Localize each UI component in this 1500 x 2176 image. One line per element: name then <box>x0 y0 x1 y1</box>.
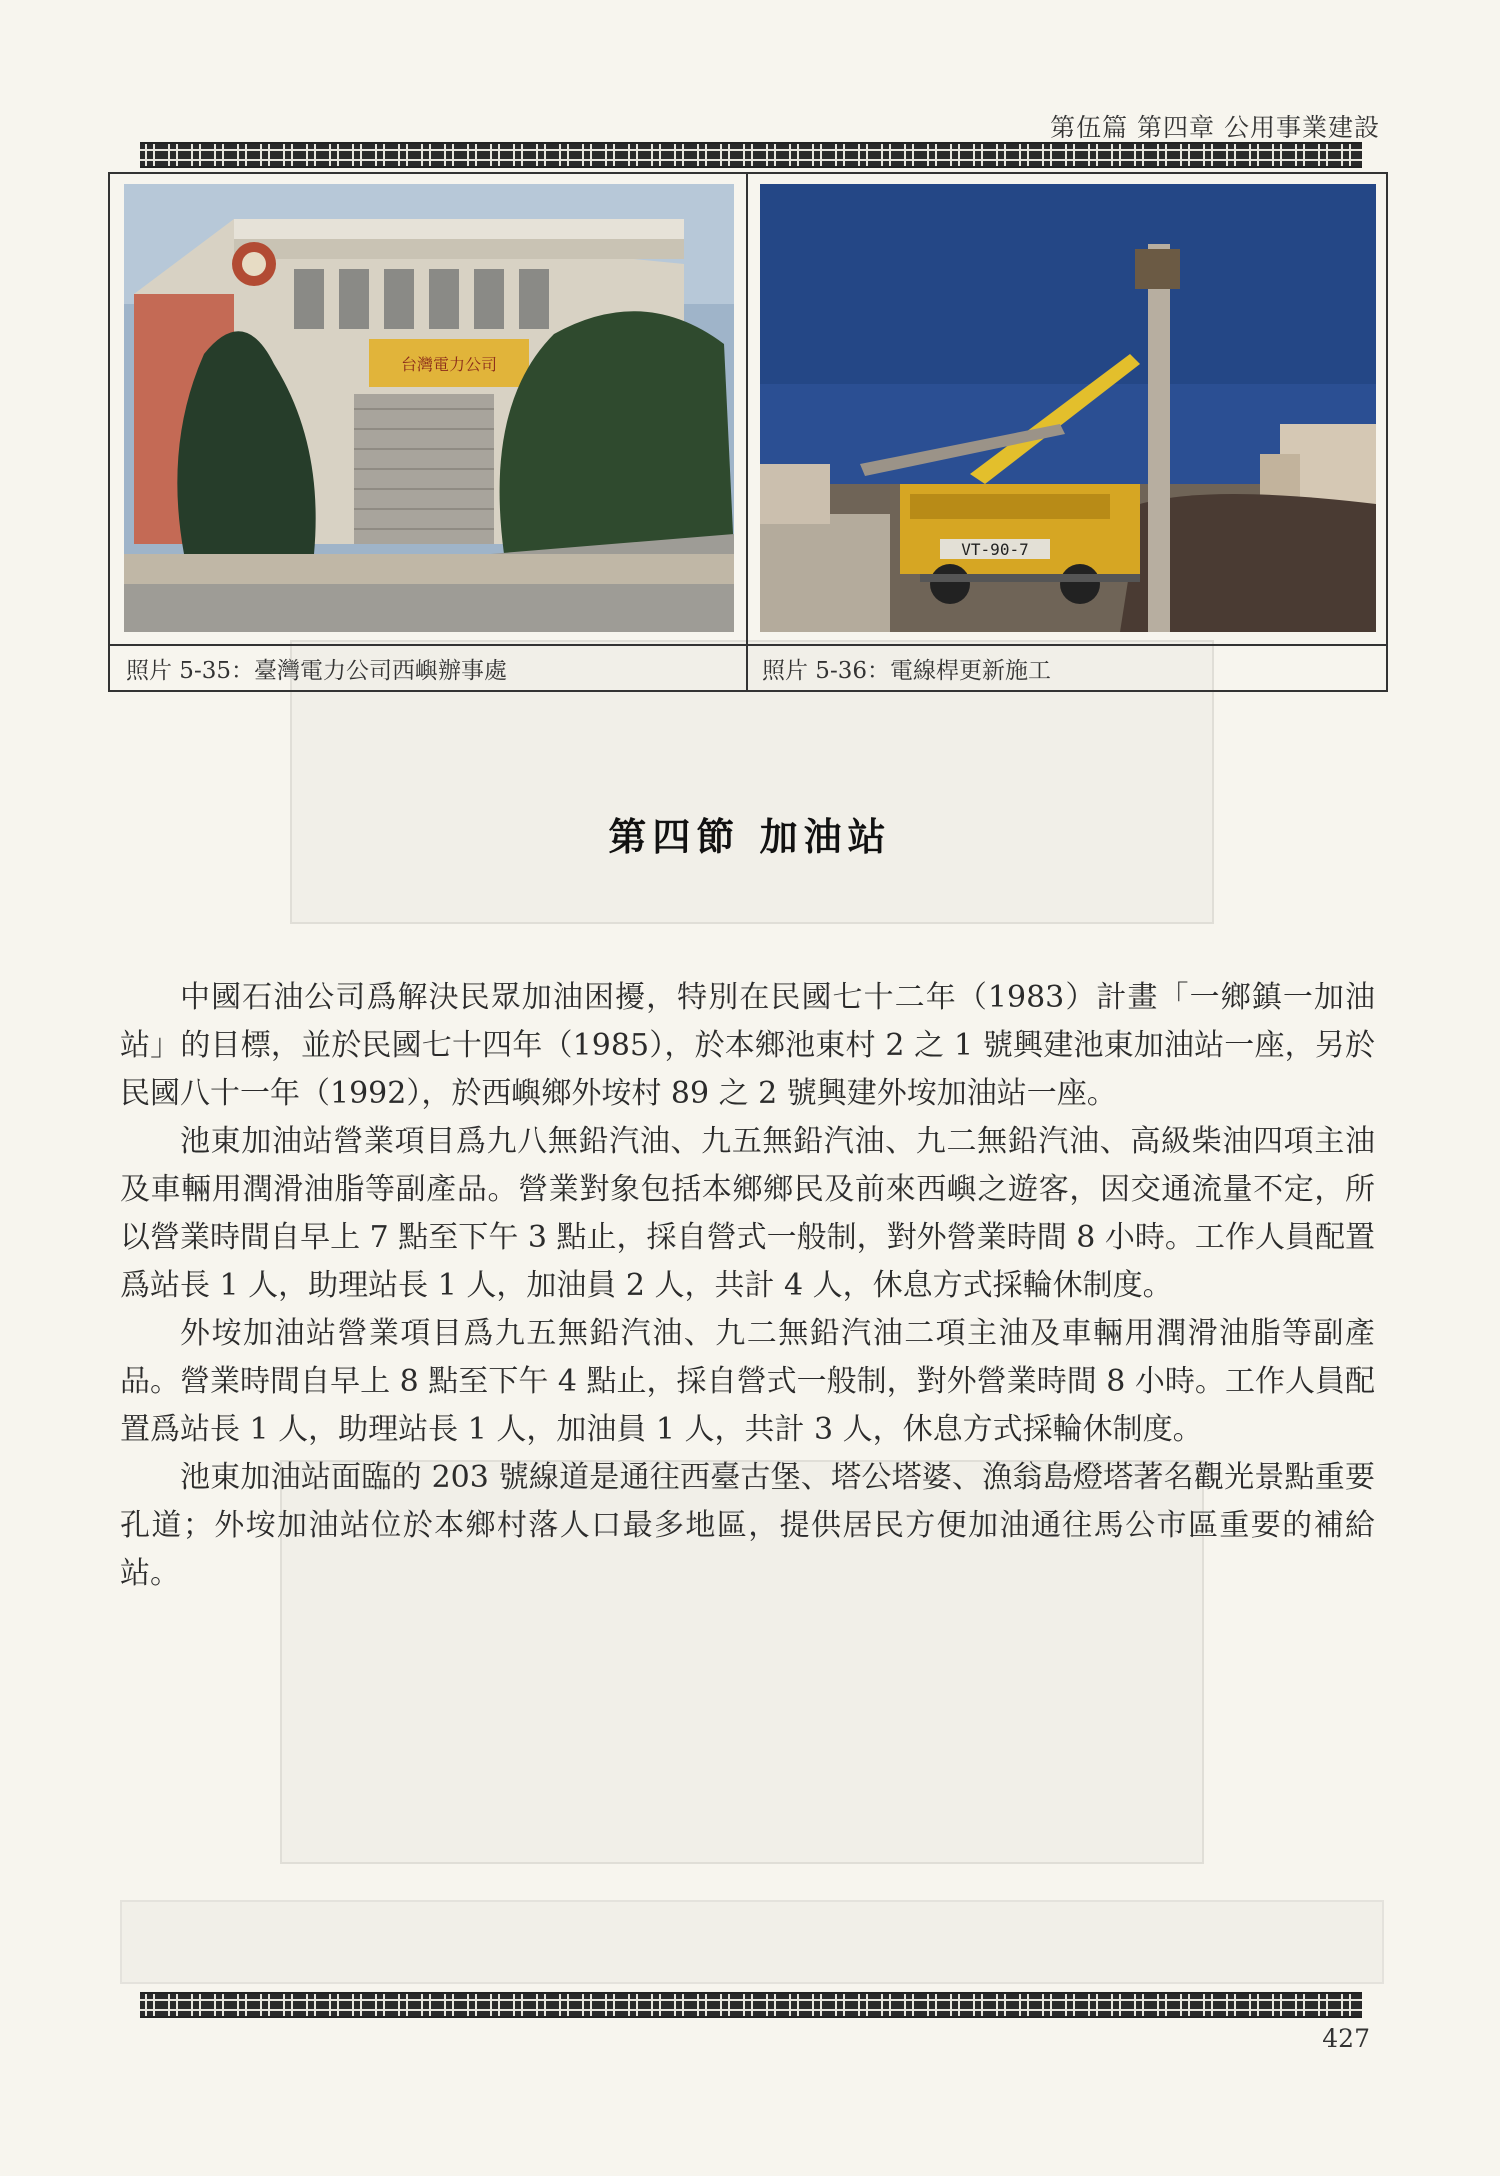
page-number: 427 <box>1322 2024 1370 2053</box>
body-text <box>120 974 1375 1598</box>
photo-caption-5-35: 照片 5-35：臺灣電力公司西嶼辦事處 <box>126 658 507 684</box>
photo-table <box>108 172 1388 692</box>
office-sign-text: 台灣電力公司 <box>400 355 498 374</box>
photo-table-caption-divider <box>110 644 1386 646</box>
section-title: 第四節 加油站 <box>608 814 892 859</box>
paragraph: 中國石油公司爲解決民眾加油困擾，特別在民國七十二年（1983）計畫「一鄉鎮一加油站」的目標，並於民國七十四年（1985），於本鄉池東村 2 之 1 號興建池東加油站一座，另於民國八十一年（1992），於西嶼鄉外垵村 89 之 2 號興建外垵加油站一座。 <box>120 980 1375 1111</box>
paragraph: 池東加油站面臨的 203 號線道是通往西臺古堡、塔公塔婆、漁翁島燈塔著名觀光景點重要孔道；外垵加油站位於本鄉村落人口最多地區，提供居民方便加油通往馬公市區重要的補給站。 <box>120 1460 1375 1591</box>
photo-pole-replacement <box>760 184 1376 632</box>
photo-caption-5-36: 照片 5-36：電線桿更新施工 <box>762 658 1051 684</box>
bleed-through-frame <box>120 1900 1384 1984</box>
bottom-decorative-border <box>140 1992 1362 2018</box>
pole-replacement-illustration <box>760 184 1376 632</box>
photo-table-column-divider <box>746 174 748 690</box>
paragraph: 外垵加油站營業項目爲九五無鉛汽油、九二無鉛汽油二項主油及車輛用潤滑油脂等副產品。營業時間自早上 8 點至下午 4 點止，採自營式一般制，對外營業時間 8 小時。工作人員配置爲站長 1 人，助理站長 1 人，加油員 1 人，共計 3 人，休息方式採輪休制度。 <box>120 1316 1375 1447</box>
running-header: 第伍篇 第四章 公用事業建設 <box>1050 113 1380 142</box>
top-decorative-border <box>140 142 1362 168</box>
photo-taipower-office <box>124 184 734 632</box>
paragraph: 池東加油站營業項目爲九八無鉛汽油、九五無鉛汽油、九二無鉛汽油、高級柴油四項主油及車輛用潤滑油脂等副產品。營業對象包括本鄉鄉民及前來西嶼之遊客，因交通流量不定，所以營業時間自早上 7 點至下午 3 點止，採自營式一般制，對外營業時間 8 小時。工作人員配置爲站長 1 人，助理站長 1 人，加油員 2 人，共計 4 人，休息方式採輪休制度。 <box>120 1124 1375 1303</box>
taipower-office-illustration <box>124 184 734 632</box>
truck-plate-text: VT-90-7 <box>961 540 1029 559</box>
